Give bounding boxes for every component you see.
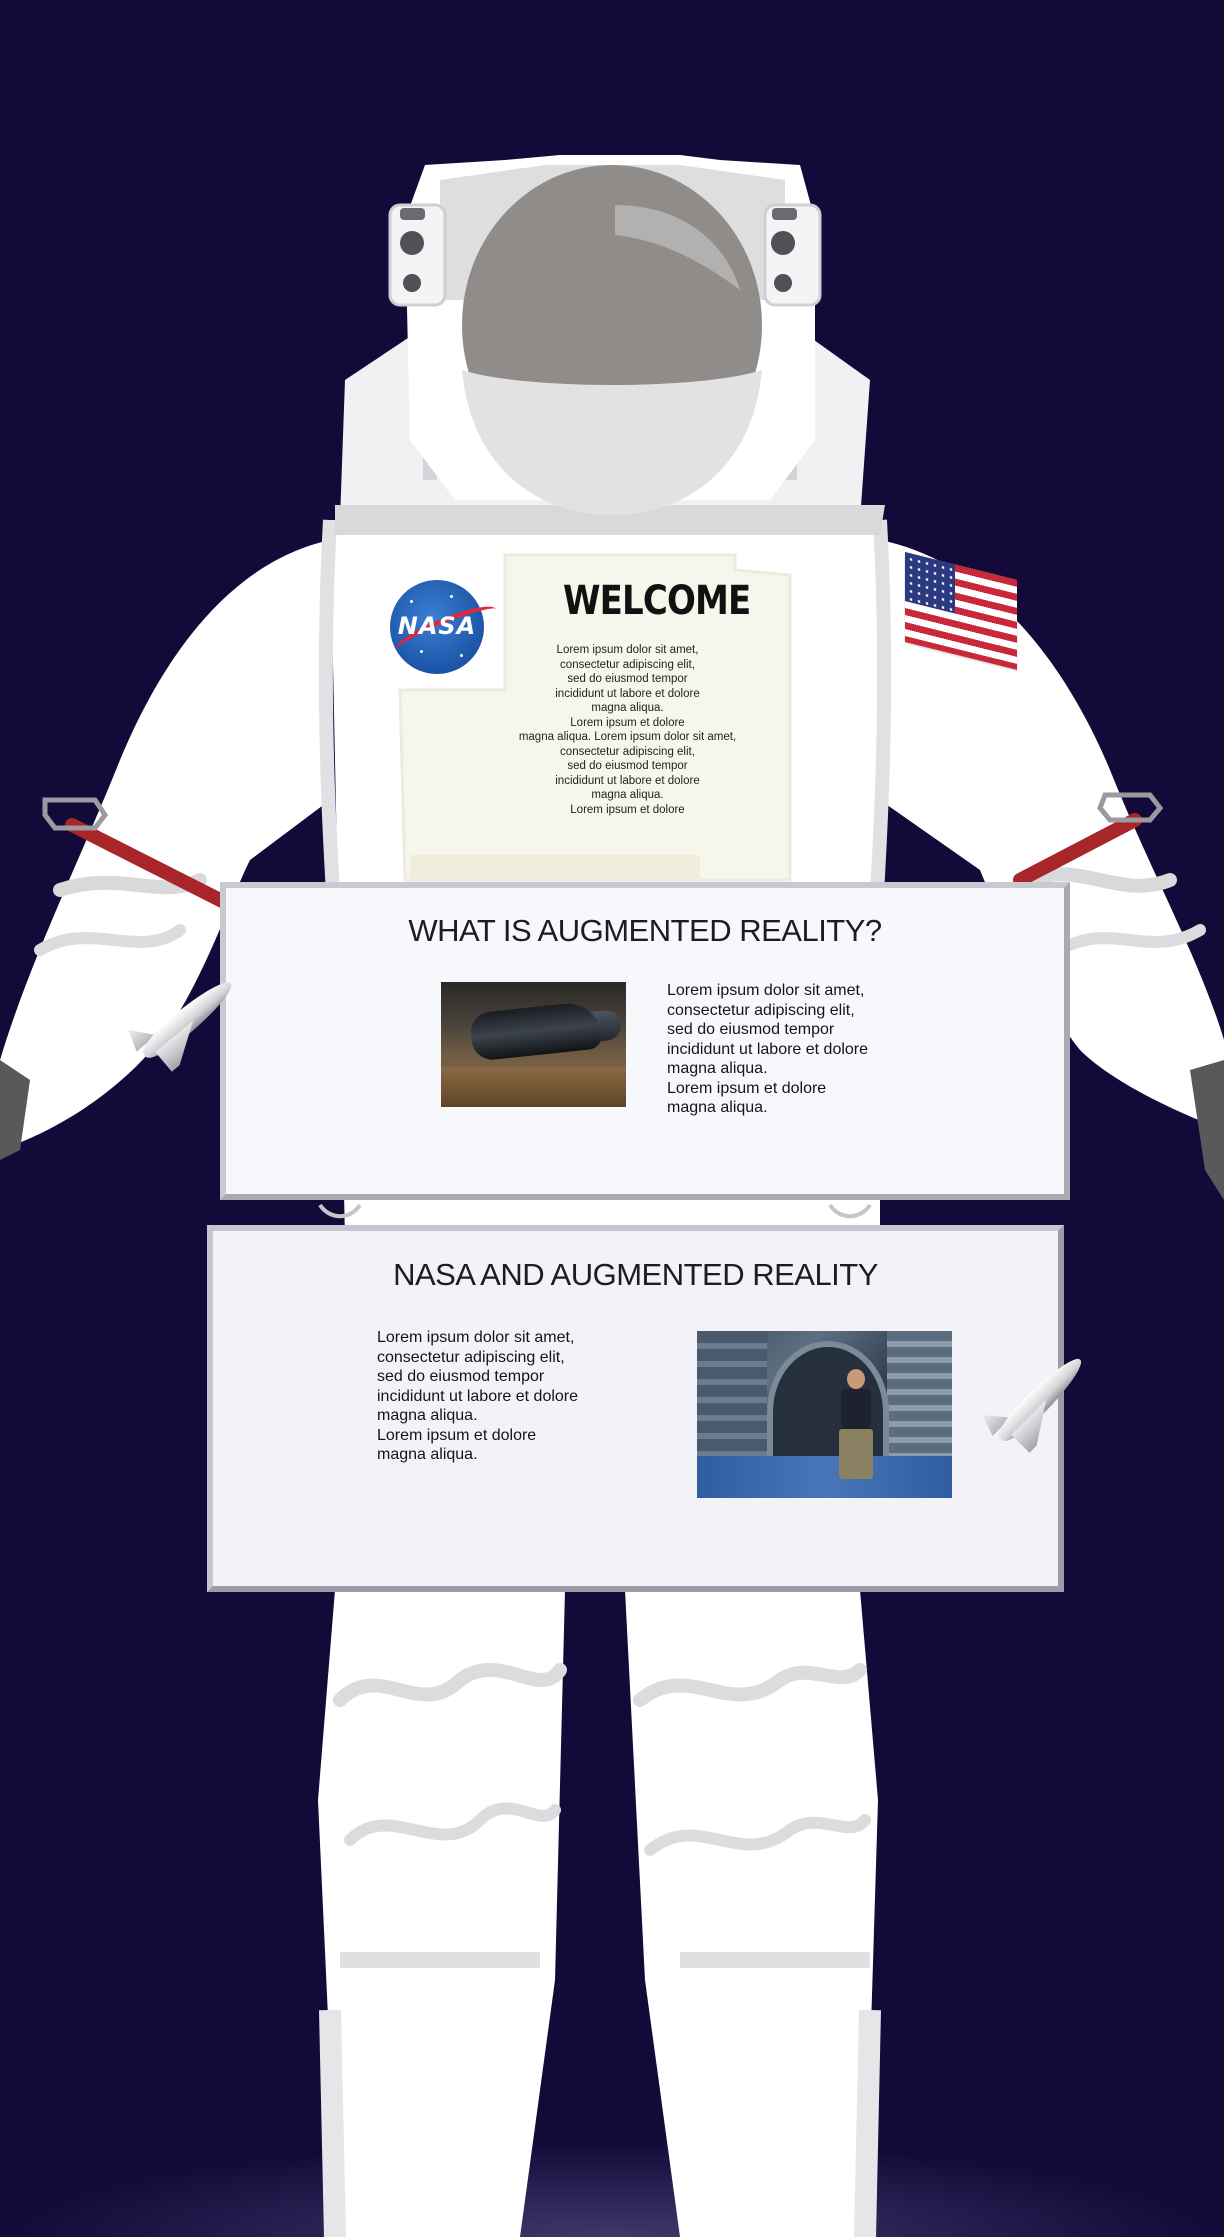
nasa-logo-icon [390, 580, 500, 674]
hololens-photo [441, 982, 626, 1107]
welcome-title: WELCOME [563, 578, 751, 624]
nasa-ar-section-title: NASA AND AUGMENTED REALITY [393, 1257, 878, 1292]
logo-star [450, 595, 453, 598]
nasa-ar-section-text: Lorem ipsum dolor sit amet, consectetur adipiscing elit, sed do eiusmod tempor incididunt ut labore et dolore magna aliqua. Lorem ipsum et dolore magna aliqua. [377, 1329, 579, 1463]
logo-star [410, 600, 413, 603]
logo-star [460, 654, 463, 657]
nasa-logo-text: NASA [397, 612, 477, 640]
ar-section-title: WHAT IS AUGMENTED REALITY? [408, 913, 882, 948]
astronaut-figure [835, 1369, 875, 1479]
iss-floor [697, 1456, 952, 1498]
iss-astronaut-photo [697, 1331, 952, 1498]
augmented-reality-card [220, 882, 1070, 1200]
welcome-body-text: Lorem ipsum dolor sit amet, consectetur adipiscing elit, sed do eiusmod tempor incididunt ut labore et dolore magna aliqua. Lorem ipsum et dolore magna aliqua. Lorem ipsum dolor sit amet, consectetur adipiscing elit, sed do eiusmod tempor incididunt ut labore et dolore magna aliqua. Lorem ipsum et dolore [518, 644, 737, 816]
nasa-augmented-reality-card [207, 1225, 1064, 1592]
astronaut-torso [841, 1389, 871, 1429]
astronaut-head [847, 1369, 865, 1389]
logo-star [420, 650, 423, 653]
photo-table [441, 1067, 626, 1107]
ar-section-text: Lorem ipsum dolor sit amet, consectetur adipiscing elit, sed do eiusmod tempor incididunt ut labore et dolore magna aliqua. Lorem ipsum et dolore magna aliqua. [667, 982, 869, 1116]
astronaut-legs [839, 1429, 873, 1479]
headset-visor [469, 1000, 603, 1061]
